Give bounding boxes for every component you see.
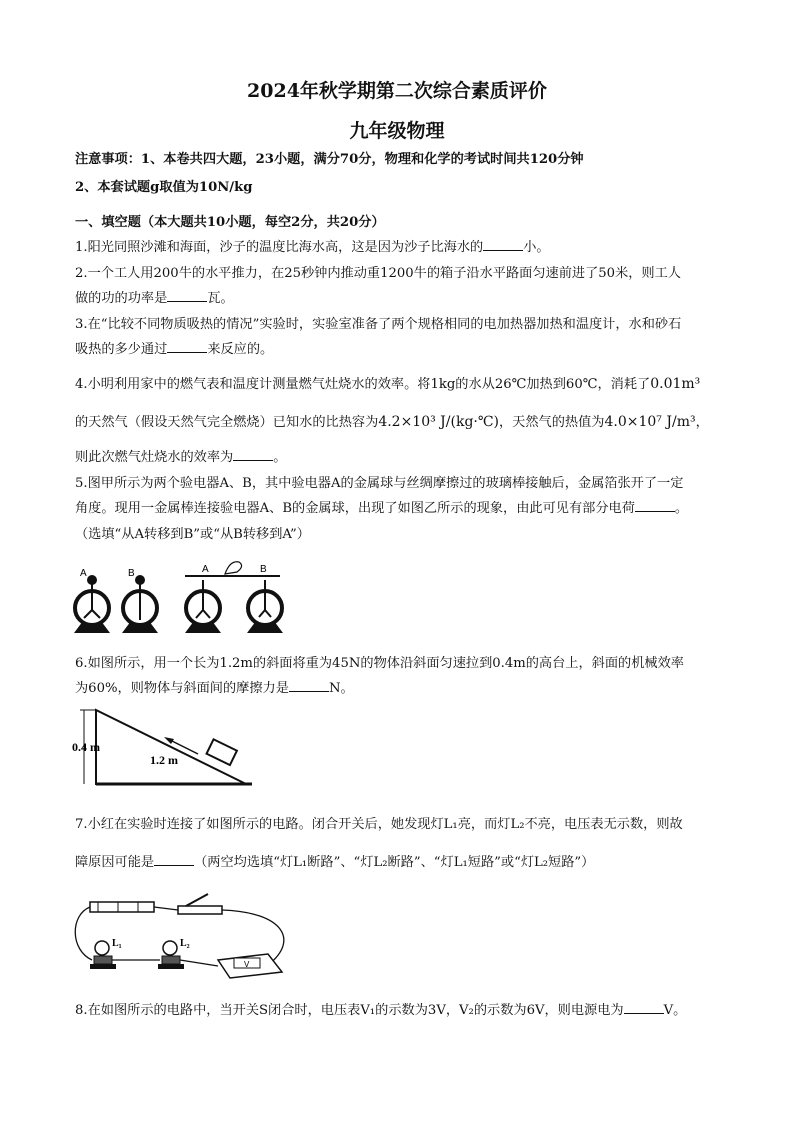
hand-icon <box>225 562 242 574</box>
q1-text: 1.阳光同照沙滩和海面，沙子的温度比海水高，这是因为沙子比海水的 <box>75 240 484 255</box>
electroscope-figure <box>70 560 300 640</box>
q8-text: 8.在如图所示的电路中，当开关S闭合时，电压表V₁的示数为3V，V₂的示数为6V，则电源电为 <box>75 1003 624 1018</box>
length-label: 1.2 m <box>150 753 178 767</box>
question-5-line-3: （选填“从A转移到B”或“从B转移到A”） <box>75 527 310 542</box>
q5-text: 角度。现用一金属棒连接验电器A、B的金属球，出现了如图乙所示的现象，由此可见有部分电荷 <box>75 501 635 516</box>
switch-lever[interactable] <box>186 894 208 906</box>
label-v: V <box>244 960 250 969</box>
q2-text: 做的功的功率是 <box>75 291 168 306</box>
q1-answer-blank[interactable] <box>483 238 523 251</box>
question-1 <box>75 238 725 258</box>
q7-text-2a: 障原因可能是 <box>75 855 155 870</box>
q7-text-1a: 7.小红在实验时连接了如图所示的电路。闭合开关后，她发现灯 <box>75 817 444 832</box>
label-a-2: A <box>202 564 209 575</box>
height-label: 0.4 m <box>72 740 100 754</box>
page-title: 2024年秋学期第二次综合素质评价 <box>247 80 547 102</box>
question-6-line-1: 6.如图所示，用一个长为1.2m的斜面将重为45N的物体沿斜面匀速拉到0.4m的高台上，斜面的机械效率 <box>75 656 684 671</box>
q1-tail: 小。 <box>523 240 550 255</box>
q3-answer-blank[interactable] <box>167 340 207 353</box>
label-l1: L₁ <box>112 938 122 949</box>
q2-tail: 瓦。 <box>207 291 234 306</box>
electroscope-a-2 <box>186 580 220 632</box>
q6-tail: N。 <box>328 681 354 696</box>
wire-left <box>75 907 92 960</box>
q4-answer-blank[interactable] <box>233 448 273 461</box>
electroscope-b-2 <box>248 580 282 632</box>
question-7-line-1 <box>75 815 725 835</box>
q8-answer-blank[interactable] <box>624 1001 664 1014</box>
electroscope-b-1 <box>123 576 157 632</box>
q7-answer-blank[interactable] <box>154 853 194 866</box>
q2-answer-blank[interactable] <box>167 289 207 302</box>
page-subtitle: 九年级物理 <box>349 120 445 142</box>
q7-text-1c: 不亮，电压表无示数，则故 <box>524 817 683 832</box>
question-5-line-2 <box>75 499 725 519</box>
question-2-line-2 <box>75 289 725 309</box>
question-7-line-2 <box>75 853 725 873</box>
question-4-line-1 <box>75 374 725 395</box>
incline-figure <box>70 702 260 792</box>
notes-line-1: 注意事项：1、本卷共四大题，23小题，满分70分，物理和化学的考试时间共120分钟 <box>75 152 584 167</box>
q5-tail: 。 <box>674 501 689 516</box>
q7-text-1b: 亮，而灯 <box>457 817 511 832</box>
voltmeter <box>218 954 282 978</box>
question-8-line-1 <box>75 1001 725 1021</box>
q4-text-3: 则此次燃气灶烧水的效率为 <box>75 450 234 465</box>
q7-l2: L₂ <box>510 817 525 832</box>
q7-text-2b: （两空均选填“灯L₁断路”、“灯L₂断路”、“灯L₁短路”或“灯L₂短路”） <box>194 855 595 870</box>
question-5-line-1: 5.图甲所示为两个验电器A、B，其中验电器A的金属球与丝绸摩擦过的玻璃棒接触后，金属箔张开了一定 <box>75 476 684 491</box>
battery <box>90 902 154 912</box>
question-2-line-1: 2.一个工人用200牛的水平推力，在25秒钟内推动重1200牛的箱子沿水平路面匀速前进了50米，则工人 <box>75 266 681 281</box>
q4-specific-heat: 4.2×10³ J/(kg·℃) <box>378 414 499 430</box>
wire-top <box>154 907 178 910</box>
question-3-line-1: 3.在“比较不同物质吸热的情况”实验时，实验室准备了两个规格相同的电加热器加热和温度计，水和砂石 <box>75 317 682 332</box>
label-b-1: B <box>128 568 135 579</box>
q6-text: 为60%，则物体与斜面间的摩擦力是 <box>75 681 289 696</box>
q4-text-2c: ， <box>695 415 709 430</box>
electroscope-a-1 <box>75 576 109 632</box>
q5-answer-blank[interactable] <box>635 499 675 512</box>
label-a-1: A <box>80 568 87 579</box>
label-l2: L₂ <box>180 938 190 949</box>
question-4-line-2 <box>75 412 725 433</box>
switch-base <box>178 906 222 914</box>
q4-text-1: 4.小明利用家中的燃气表和温度计测量燃气灶烧水的效率。将1kg的水从26℃加热到60℃，消耗了 <box>75 377 651 392</box>
q4-text-2b: ，天然气的热值为 <box>499 415 605 430</box>
arrow-head <box>164 737 174 744</box>
wire-to-voltmeter <box>180 960 218 966</box>
q4-text-2a: 的天然气（假设天然气完全燃烧）已知水的比热容为 <box>75 415 379 430</box>
box-block <box>207 739 237 765</box>
question-3-line-2 <box>75 340 725 360</box>
q8-tail: V。 <box>663 1003 687 1018</box>
q4-heat-value: 4.0×10⁷ J/m³ <box>604 414 696 430</box>
q3-tail: 来反应的。 <box>207 342 274 357</box>
q7-l1: L₁ <box>443 817 458 832</box>
question-6-line-2 <box>75 679 725 699</box>
section-heading: 一、填空题（本大题共10小题，每空2分，共20分） <box>75 215 385 230</box>
q4-tail: 。 <box>273 450 287 465</box>
question-4-line-3 <box>75 448 725 468</box>
q6-answer-blank[interactable] <box>289 679 329 692</box>
circuit-figure <box>68 890 300 982</box>
q4-volume: 0.01m³ <box>650 376 701 392</box>
q3-text: 吸热的多少通过 <box>75 342 168 357</box>
notes-line-2: 2、本套试题g取值为10N/kg <box>75 180 253 195</box>
label-b-2: B <box>260 564 267 575</box>
